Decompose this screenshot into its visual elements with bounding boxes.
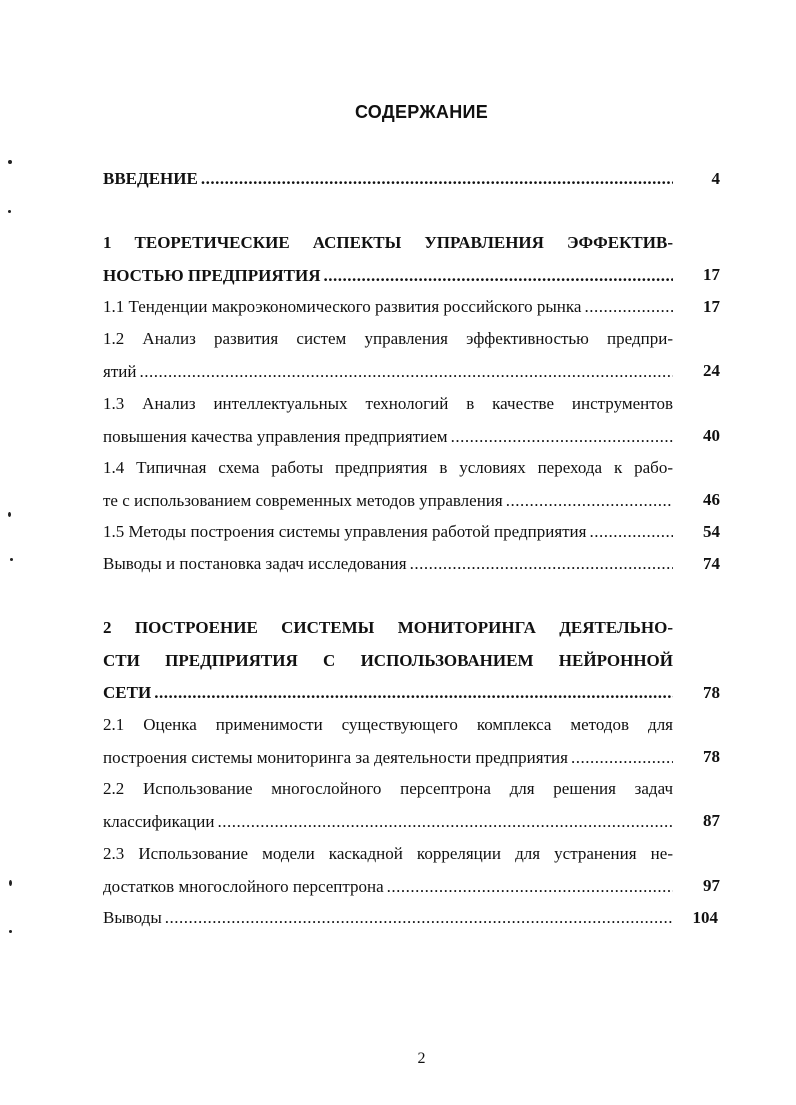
dot-leader xyxy=(387,871,673,904)
toc-entry-1-3 xyxy=(103,388,673,453)
toc-entry-1-2 xyxy=(103,323,673,388)
toc-page-number: 17 xyxy=(703,265,720,284)
toc-entry-line: 2.1 Оценка применимости существующего комплекса методов для xyxy=(103,715,673,734)
dot-leader xyxy=(584,291,673,324)
toc-entry-1-1 xyxy=(103,291,673,324)
page-title: СОДЕРЖАНИЕ xyxy=(354,102,489,122)
dot-leader xyxy=(506,485,673,518)
toc-page-number: 97 xyxy=(703,876,720,895)
dot-leader xyxy=(410,548,673,581)
toc-page-number: 74 xyxy=(703,554,720,573)
dot-leader xyxy=(451,421,673,454)
toc-entry-line: 2 ПОСТРОЕНИЕ СИСТЕМЫ МОНИТОРИНГА ДЕЯТЕЛЬНО- xyxy=(103,618,673,637)
toc-entry-conclusions-1 xyxy=(103,548,673,581)
toc-entry-text: классификации xyxy=(103,811,215,831)
dot-leader xyxy=(217,806,673,839)
scan-speck xyxy=(10,558,13,561)
toc-entry-introduction xyxy=(103,163,673,196)
toc-page-number: 104 xyxy=(692,908,718,927)
toc-entry-line: 1.2 Анализ развития систем управления эффективностью предпри- xyxy=(103,329,673,348)
scan-speck xyxy=(8,512,11,517)
dot-leader xyxy=(571,742,673,775)
toc-entry-text: Выводы xyxy=(103,908,162,927)
scan-speck xyxy=(9,880,12,886)
toc-entry-text: ятий xyxy=(103,361,137,381)
toc-entry-text: Выводы и постановка задач исследования xyxy=(103,554,407,573)
toc-page-number: 40 xyxy=(703,426,720,445)
scan-speck xyxy=(8,210,11,213)
toc-entry-text: НОСТЬЮ ПРЕДПРИЯТИЯ xyxy=(103,265,321,285)
toc-page-number: 24 xyxy=(703,361,720,380)
toc-entry-line: 1.3 Анализ интеллектуальных технологий в качестве инструментов xyxy=(103,394,673,413)
dot-leader xyxy=(154,677,673,710)
scan-speck xyxy=(8,160,12,164)
toc-page-number: 46 xyxy=(703,490,720,509)
dot-leader xyxy=(589,516,673,549)
scan-speck xyxy=(9,930,12,933)
toc-page-number: 87 xyxy=(703,811,720,830)
toc-entry-text: СЕТИ xyxy=(103,683,152,702)
toc-entry-text: 1.5 Методы построения системы управления работой предприятия xyxy=(103,522,587,541)
toc-entry-text: 1.1 Тенденции макроэкономического развития российского рынка xyxy=(103,297,582,316)
toc-entry-text: повышения качества управления предприятием xyxy=(103,426,448,446)
toc-entry-text: ВВЕДЕНИЕ xyxy=(103,169,198,188)
toc-entry-2-3 xyxy=(103,838,673,903)
toc-entry-1-5 xyxy=(103,516,673,549)
page-number-footer: 2 xyxy=(417,1050,426,1067)
toc-page-number: 17 xyxy=(703,297,720,316)
toc-entry-1-4 xyxy=(103,452,673,517)
toc-entry-text: те с использованием современных методов управления xyxy=(103,490,503,510)
dot-leader xyxy=(139,356,673,389)
toc-entry-2-1 xyxy=(103,709,673,774)
toc-entry-line: 1 ТЕОРЕТИЧЕСКИЕ АСПЕКТЫ УПРАВЛЕНИЯ ЭФФЕКТИВ- xyxy=(103,233,673,252)
toc-entry-text: достатков многослойного персептрона xyxy=(103,876,384,896)
dot-leader xyxy=(201,163,673,196)
toc-entry-line: 1.4 Типичная схема работы предприятия в условиях перехода к рабо- xyxy=(103,458,673,477)
toc-entry-text: построения системы мониторинга за деятельности предприятия xyxy=(103,747,568,767)
toc-entry-line: 2.3 Использование модели каскадной корреляции для устранения не- xyxy=(103,844,673,863)
toc-page-number: 4 xyxy=(711,169,720,188)
toc-page-number: 78 xyxy=(703,747,720,766)
toc-entry-chapter-2 xyxy=(103,612,673,710)
toc-entry-conclusions-2 xyxy=(103,902,673,935)
dot-leader xyxy=(165,902,673,935)
toc-entry-2-2 xyxy=(103,773,673,838)
dot-leader xyxy=(324,260,674,293)
toc-entry-line: СТИ ПРЕДПРИЯТИЯ С ИСПОЛЬЗОВАНИЕМ НЕЙРОННОЙ xyxy=(103,650,673,670)
toc-page-number: 54 xyxy=(703,522,720,541)
toc-entry-line: 2.2 Использование многослойного персептрона для решения задач xyxy=(103,779,673,798)
toc-page-number: 78 xyxy=(703,683,720,702)
toc-entry-chapter-1 xyxy=(103,227,673,292)
